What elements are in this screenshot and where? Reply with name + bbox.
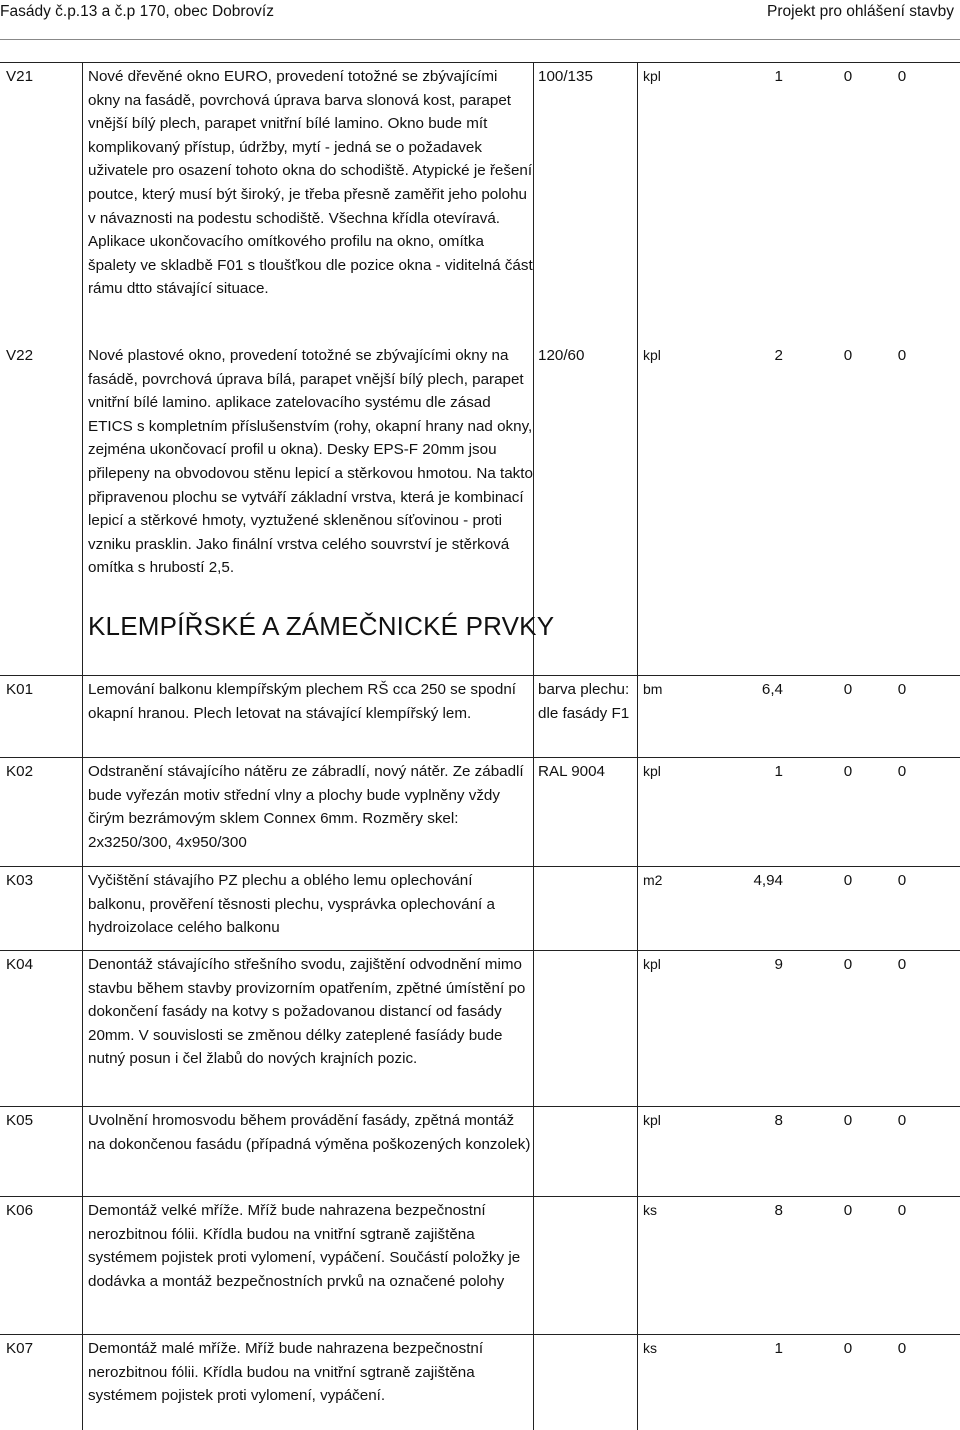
item-value-1: 0: [843, 1202, 853, 1219]
item-value-2: 0: [897, 872, 907, 889]
item-value-1: 0: [843, 681, 853, 698]
item-value-2: 0: [897, 347, 907, 364]
section-title: KLEMPÍŘSKÉ A ZÁMEČNICKÉ PRVKY: [88, 611, 555, 641]
item-quantity: 1: [774, 763, 783, 780]
item-value-2: 0: [897, 1202, 907, 1219]
item-description: Uvolnění hromosvodu během provádění fasády, zpětná montáž na dokončenou fasádu (případná výměna poškozených konzolek): [88, 1112, 531, 1153]
header-document-type: Projekt pro ohlášení stavby: [767, 3, 954, 20]
item-unit: bm: [643, 681, 663, 697]
item-code: K02: [6, 763, 34, 780]
table-row: [0, 1196, 960, 1290]
item-specification: 100/135: [538, 68, 593, 85]
item-value-1: 0: [843, 1112, 853, 1129]
item-unit: kpl: [643, 956, 661, 972]
table-row: [0, 1106, 960, 1153]
item-description: Nové dřevěné okno EURO, provedení totožné se zbývajícími okny na fasádě, povrchová úprava barva slonová kost, parapet vnější bílý plech, parapet vnitřní bílé lamino. Okno bude mít komplikovaný přístup, údržby, mytí - jedná se o požadavek uživatele pro osazení tohoto okna do schodiště. Atypické je řešení poutce, který musí být široký, je třeba přesně zaměřit jeho polohu v návaznosti na podestu schodiště. Všechna křídla otevíravá. Aplikace ukončovacího omítkového profilu na okno, omítka špalety ve skladbě F01 s tloušťkou dle pozice okna - viditelná část rámu dtto stávající situace.: [88, 68, 533, 298]
item-value-2: 0: [897, 956, 907, 973]
item-value-2: 0: [897, 68, 907, 85]
column-divider: [637, 63, 638, 1430]
item-value-2: 0: [897, 681, 907, 698]
item-quantity: 8: [774, 1112, 783, 1129]
item-description: Lemování balkonu klempířským plechem RŠ cca 250 se spodní okapní hranou. Plech letovat na stávající klempířský lem.: [88, 681, 516, 722]
item-specification: barva plechu: dle fasády F1: [538, 681, 630, 722]
item-code: V22: [6, 347, 34, 364]
item-code: V21: [6, 68, 34, 85]
item-unit: m2: [643, 872, 663, 888]
item-value-1: 0: [843, 68, 853, 85]
item-description: Demontáž malé mříže. Mříž bude nahrazena bezpečnostní nerozbitnou fólii. Křídla budou na vnitřní sgtraně zajištěna systémem pojistek proti vylomení, vypáčení.: [88, 1340, 484, 1405]
item-unit: kpl: [643, 1112, 661, 1128]
item-quantity: 1: [774, 68, 783, 85]
item-value-1: 0: [843, 1340, 853, 1357]
item-code: K01: [6, 681, 34, 698]
item-code: K05: [6, 1112, 34, 1129]
item-quantity: 9: [774, 956, 783, 973]
table-row: [0, 950, 960, 1068]
table-row: [0, 1334, 960, 1405]
item-code: K03: [6, 872, 34, 889]
item-quantity: 6,4: [761, 681, 783, 698]
item-specification: 120/60: [538, 347, 585, 364]
item-code: K07: [6, 1340, 34, 1357]
item-value-2: 0: [897, 763, 907, 780]
item-value-2: 0: [897, 1112, 907, 1129]
item-value-2: 0: [897, 1340, 907, 1357]
item-value-1: 0: [843, 956, 853, 973]
item-description: Demontáž velké mříže. Mříž bude nahrazena bezpečnostní nerozbitnou fólii. Křídla budou na vnitřní sgtraně zajištěna systémem pojistek proti vylomení, vypáčení. Součástí položky je dodávka a montáž bezpečnostních prvků na označené polohy: [88, 1202, 521, 1290]
item-unit: ks: [643, 1202, 657, 1218]
item-unit: kpl: [643, 763, 661, 779]
item-unit: kpl: [643, 347, 661, 363]
item-description: Denontáž stávajícího střešního svodu, zajištění odvodnění mimo stavbu během stavby provizorním opatřením, zpětné úmístění po dokončení fasády na kotvy s požadovanou distancí od fasády 20mm. V souvislosti se změnou délky zateplené fasíády bude nutný posun i čel žlabů do nových krajních pozic.: [88, 956, 526, 1068]
item-value-1: 0: [843, 872, 853, 889]
header-project-location: Fasády č.p.13 a č.p 170, obec Dobrovíz: [0, 3, 274, 20]
table-row: [0, 675, 960, 722]
item-value-1: 0: [843, 347, 853, 364]
item-quantity: 4,94: [753, 872, 783, 889]
item-unit: kpl: [643, 68, 661, 84]
item-code: K06: [6, 1202, 34, 1219]
item-description: Nové plastové okno, provedení totožné se zbývajícími okny na fasádě, povrchová úprava bílá, parapet vnější bílý plech, parapet vnitřní bílé lamino. aplikace zatelovacího systému dle zásad ETICS s kompletním příslušenstvím (rohy, okapní hrany nad okny, zejména ukončovací profil u okna). Desky EPS-F 20mm jsou přilepeny na obvodovou stěnu lepicí a stěrkovou hmotou. Na takto připravenou plochu se vytváří základní vrstva, která je kombinací lepicí a stěrkové hmoty, vyztužené skleněnou síťovinou - proti vzniku prasklin. Jako finální vrstva celého souvrství je stěrková omítka s hrubostí 2,5.: [88, 347, 533, 577]
item-quantity: 1: [774, 1340, 783, 1357]
item-description: Vyčištění stávajího PZ plechu a oblého lemu oplechování balkonu, prověření těsnosti plechu, vysprávka oplechování a hydroizolace celého balkonu: [88, 872, 495, 937]
column-divider: [82, 63, 83, 1430]
item-unit: ks: [643, 1340, 657, 1356]
table-row: [0, 866, 960, 937]
table-row: [0, 757, 960, 851]
items-table: [0, 62, 960, 1430]
item-description: Odstranění stávajícího nátěru ze zábradlí, nový nátěr. Ze zábadlí bude vyřezán motiv střední vlny a plochy bude vyplněny vždy čirým bezrámovým sklem Connex 6mm. Rozměry skel: 2x3250/300, 4x950/300: [88, 763, 524, 851]
item-quantity: 8: [774, 1202, 783, 1219]
column-divider: [533, 63, 534, 1430]
item-code: K04: [6, 956, 34, 973]
item-value-1: 0: [843, 763, 853, 780]
item-specification: RAL 9004: [538, 763, 605, 780]
item-quantity: 2: [774, 347, 783, 364]
page-header: [0, 0, 960, 40]
